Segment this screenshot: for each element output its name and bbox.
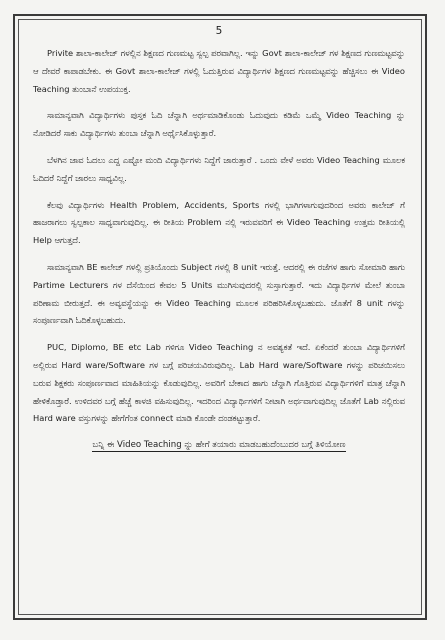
page-content: [33, 24, 405, 464]
paragraph-5: ಸಾಮಾನ್ಯವಾಗಿ BE ಕಾಲೇಜ್ ಗಳಲ್ಲಿ ಪ್ರತಿಯೊಂದು Subject ಗಳಲ್ಲಿ 8 unit ಇರುತ್ತೆ. ಆದರಲ್ಲಿ ಈ ರಜೆಗಳ ಹಾಗು ಸೋಮಾರಿ ಹಾಗು Partime Lecturers ಗಳ ದೆಸೆಯಿಂದ ಕೇವಲ 5 Units ಮುಗಿಸುವುದರಲ್ಲಿ ಸುಸ್ತಾಗುತ್ತಾರೆ. ಇದು ವಿದ್ಯಾರ್ಥಿಗಳ ಮೇಲೆ ತುಂಬಾ ಪರಿಣಾಮ ಬೀರುತ್ತದೆ. ಈ ಅವ್ಯವಸ್ಥೆಯನ್ನು ಈ Video Teaching ಮೂಲಕ ಪರಿಹರಿಸಿಕೊಳ್ಳಬಹುದು. ಜೊತೆಗೆ 8 unit ಗಳನ್ನು ಸಂಪೂರ್ಣವಾಗಿ ಓದಿಕೊಳ್ಳಬಹುದು.: [33, 261, 405, 326]
paragraph-4: ಕೆಲವು ವಿದ್ಯಾರ್ಥಿಗಳು Health Problem, Accidents, Sports ಗಳಲ್ಲಿ ಭಾಗಿಗಳಾಗುವುದರಿಂದ ಅವರು ಕಾಲೇಜ್ ಗೆ ಹಾಜರಾಗಲು ಸ್ವಲ್ಪಕಾಲ ಸಾಧ್ಯವಾಗುವುದಿಲ್ಲ. ಈ ರೀತಿಯ Problem ನಲ್ಲಿ ಇರುವವರಿಗೆ ಈ Video Teaching ಉತ್ತಮ ರೀತಿಯಲ್ಲಿ Help ಆಗುತ್ತದೆ.: [33, 199, 405, 246]
paragraph-1: Privite ಶಾಲಾ-ಕಾಲೇಜ್ ಗಳಲ್ಲಿನ ಶಿಕ್ಷಣದ ಗುಣಮಟ್ಟ ಸ್ವಲ್ಪ ಪರವಾಗಿಲ್ಲ. ಇನ್ನು Govt ಶಾಲಾ-ಕಾಲೇಜ್ ಗಳ ಶಿಕ್ಷಣದ ಗುಣಮಟ್ಟವನ್ನು ಆ ದೇವರೆ ಕಾಪಾಡಬೇಕು. ಈ Govt ಶಾಲಾ-ಕಾಲೇಜ್ ಗಳಲ್ಲಿ ಓದುತ್ತಿರುವ ವಿದ್ಯಾರ್ಥಿಗಳ ಶಿಕ್ಷಣದ ಗುಣಮಟ್ಟವನ್ನು ಹೆಚ್ಚಿಸಲು ಈ Video Teaching ತುಂಬಾನೆ ಉಪಯುಕ್ತ.: [33, 48, 405, 94]
closing-line: [33, 437, 405, 455]
page-number: 5: [215, 25, 223, 37]
paragraph-2: ಸಾಮಾನ್ಯವಾಗಿ ವಿದ್ಯಾರ್ಥಿಗಳು ಪುಸ್ತಕ ಓದಿ ಚೆನ್ನಾಗಿ ಅರ್ಥಮಾಡಿಕೊಂಡು ಓದುವುದು ಕಡಿಮೆ ಒಮ್ಮೆ Video Teaching ನ್ನು ನೋಡಿದರೆ ಸಾಕು ವಿದ್ಯಾರ್ಥಿಗಳು ತುಂಬಾ ಚೆನ್ನಾಗಿ ಅರ್ಥೈಸಿಕೊಳ್ಳುತ್ತಾರೆ.: [33, 110, 405, 139]
paragraph-3: ಬೆಳಗಿನ ಜಾವ ಓದಲು ಎದ್ದ ಎಷ್ಟೋ ಮಂದಿ ವಿದ್ಯಾರ್ಥಿಗಳು ನಿದ್ದೆಗೆ ಜಾರುತ್ತಾರೆ . ಒಂದು ವೇಳೆ ಅವರು Video Teaching ಮೂಲಕ ಓದಿದರೆ ನಿದ್ದೆಗೆ ಜಾರಲು ಸಾಧ್ಯವಿಲ್ಲ.: [33, 154, 405, 183]
paragraph-6: PUC, Diplomo, BE etc Lab ಗಳಿಗೂ Video Teaching ನ ಅವಶ್ಯಕತೆ ಇದೆ. ಏಕೆಂದರೆ ತುಂಬಾ ವಿದ್ಯಾರ್ಥಿಗಳಿಗೆ ಅಲ್ಲಿರುವ Hard ware/Software ಗಳ ಬಗ್ಗೆ ಪರಿಚಯವಿರುವುದಿಲ್ಲ. Lab Hard ware/Software ಗಳನ್ನು ಪರಿಚಯಿಸಲು ಬರುವ ಶಿಕ್ಷಕರು ಸಂಪೂರ್ಣವಾದ ಮಾಹಿತಿಯನ್ನು ಕೊಡುವುದಿಲ್ಲ. ಅವರಿಗೆ ಬೇಕಾದ ಹಾಗು ಚೆನ್ನಾಗಿ ಗೊತ್ತಿರುವ ವಿದ್ಯಾರ್ಥಿಗಳಿಗೆ ಮಾತ್ರ ಚೆನ್ನಾಗಿ ಹೇಳಿಕೊಡ್ತಾರೆ. ಉಳಿದವರ ಬಗ್ಗೆ ಹೆಚ್ಚೆ ಕಾಳಜಿ ವಹಿಸುವುದಿಲ್ಲ. ಇದರಿಂದ ವಿದ್ಯಾರ್ಥಿಗಳಿಗೆ ನೀಟಾಗಿ ಅರ್ಥವಾಗುವುದಿಲ್ಲ ಜೊತೆಗೆ Lab ನಲ್ಲಿರುವ Hard ware ವಸ್ತುಗಳನ್ನು ಹೇಗೆಗೆಂತ connect ಮಾಡಿ ಕೊಂಡೇ ದಂಡಕಟ್ಟುತ್ತಾರೆ.: [33, 342, 405, 424]
closing-line-text: ಬನ್ನಿ ಈ Video Teaching ನ್ನು ಹೇಗೆ ತಯಾರು ಮಾಡಬಹುದೆಂಬುದರ ಬಗ್ಗೆ ತಿಳಿಯೋಣ: [92, 440, 346, 451]
